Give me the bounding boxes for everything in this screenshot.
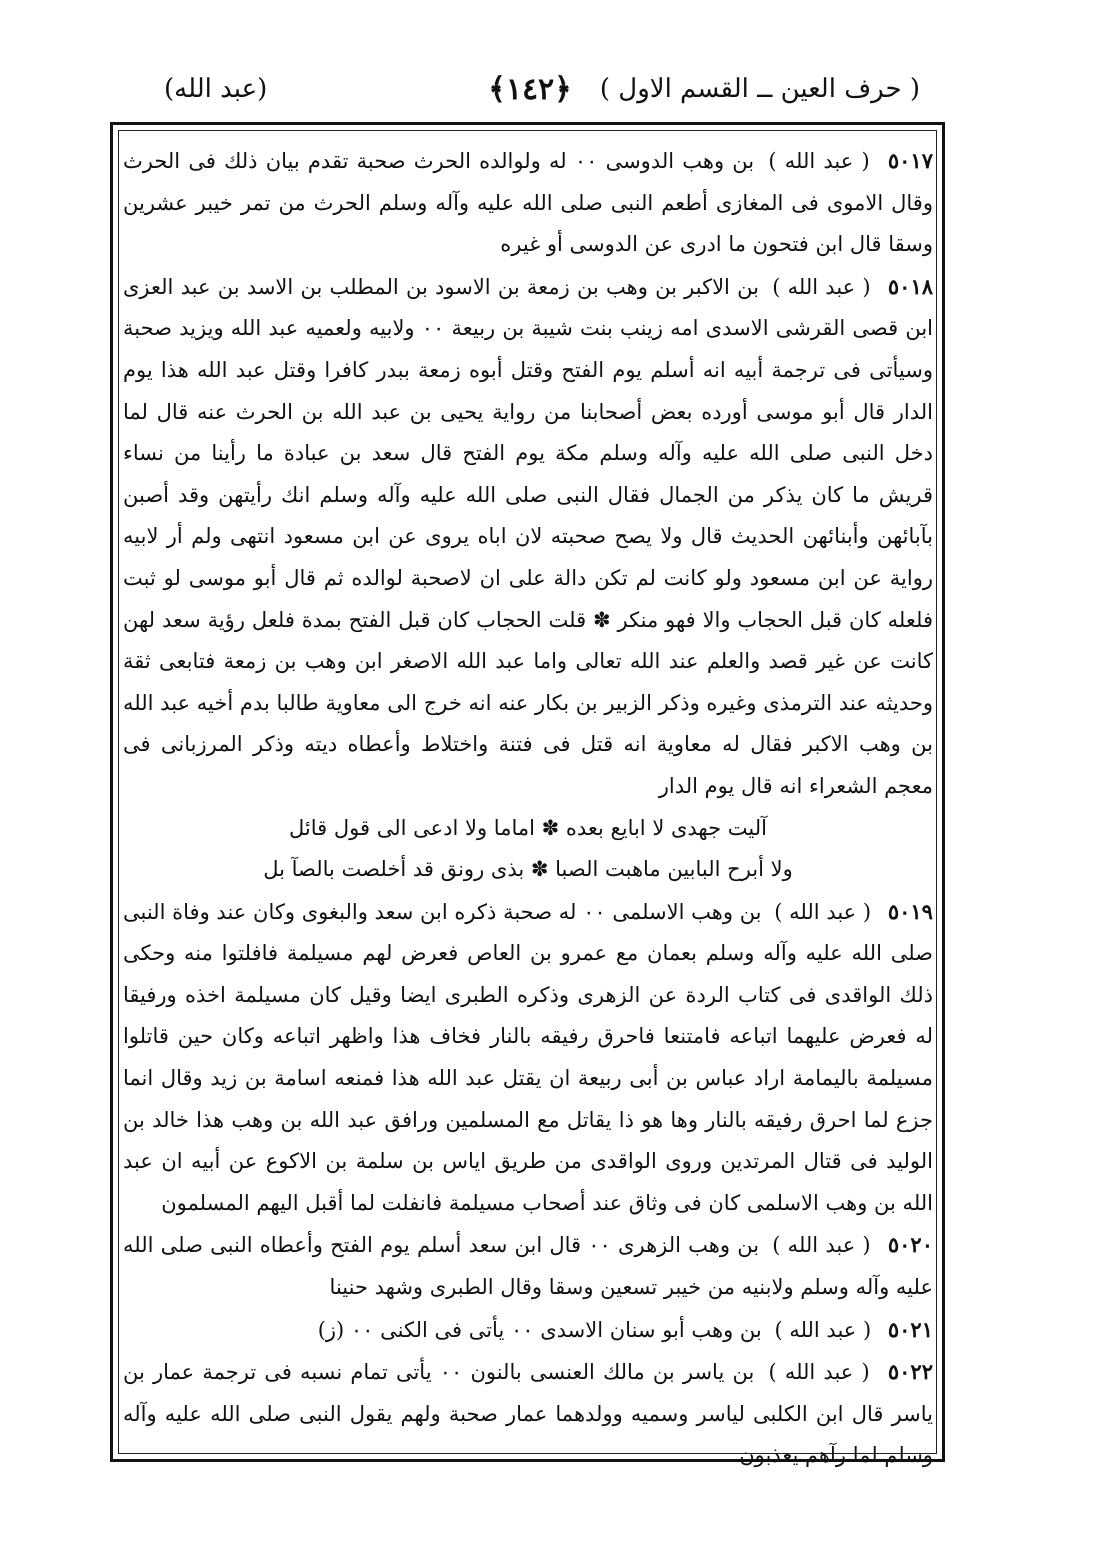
entry-name: ( عبد الله ): [768, 149, 870, 173]
poem-verse-2: ولا أبرح البابين ماهبت الصبا ✽ بذى رونق قد أخلصت بالصآ بل: [263, 857, 793, 882]
entry-5020: [123, 1224, 933, 1308]
entry-name: ( عبد الله ): [774, 1317, 872, 1342]
entry-text: بن وهب أبو سنان الاسدى ٠٠ يأتى فى الكنى ٠٠ (ز): [317, 1317, 762, 1342]
running-head: (عبد الله): [164, 74, 268, 104]
entry-text: بن الاكبر بن وهب بن زمعة بن الاسود بن المطلب بن الاسد بن عبد العزى ابن قصى القرشى الاسدى امه زينب بنت شيبة بن ربيعة ٠٠ ولابيه ولعميه عبد الله ويزيد صحبة وسيأتى فى ترجمة أبيه انه أسلم يوم الفتح وقتل أبوه زمعة ببدر كافرا وقتل عبد الله هذا يوم الدار قال أبو موسى أورده بعض أصحابنا من رواية يحيى بن عبد الله بن الحرث عنه قال لما دخل النبى صلى الله عليه وآله وسلم مكة يوم الفتح قال سعد بن عبادة ما رأينا من نساء قريش ما كان يذكر من الجمال فقال النبى صلى الله عليه وآله وسلم انك رأيتهن وقد أصبن بآبائهن وأبنائهن الحديث قال ولا يصح صحبته لان اباه يروى عن ابن مسعود انتهى ولم أر لابيه رواية عن ابن مسعود ولو كانت لم تكن دالة على ان لاصحبة لوالده ثم قال أبو موسى لو ثبت فلعله كان قبل الحجاب والا فهو منكر ✽ قلت الحجاب كان قبل الفتح بمدة فلعل رؤية سعد لهن كانت عن غير قصد والعلم عند الله تعالى واما عبد الله الاصغر ابن وهب بن زمعة فتابعى ثقة وحديثه عند الترمذى وغيره وذكر الزبير بن بكار عنه انه خرج الى معاوية طالبا بدم أخيه عبد الله بن وهب الاكبر فقال له معاوية انه قتل فى فتنة واختلاط وأعطاه ديته وذكر المرزبانى فى معجم الشعراء انه قال يوم الدار: [123, 274, 933, 798]
entry-number: ٥٠١٩: [887, 898, 933, 924]
page-body: [123, 140, 933, 1477]
poem-verse-1: آليت جهدى لا ابايع بعده ✽ اماما ولا ادعى الى قول قائل: [289, 815, 767, 840]
entry-5021: [123, 1309, 933, 1352]
entry-text: بن ياسر بن مالك العنسى بالنون ٠٠ يأتى تمام نسبه فى ترجمة عمار بن ياسر قال ابن الكلبى لياسر وسميه وولدهما عمار صحبة ولهم يقول النبى صلى الله عليه وآله وسلم لما رآهم يعذبون: [123, 1360, 933, 1468]
poem: [123, 808, 933, 891]
entry-5022: [123, 1351, 933, 1477]
entry-text: بن وهب الاسلمى ٠٠ له صحبة ذكره ابن سعد والبغوى وكان عند وفاة النبى صلى الله عليه وآله وسلم بعمان مع عمرو بن العاص فعرض لهم مسيلمة فافلتوا منه وحكى ذلك الواقدى فى كتاب الردة عن الزهرى وذكره الطبرى ايضا وقيل كان مسيلمة اخذه ورفيقا له فعرض عليهما اتباعه فامتنعا فاحرق رفيقه بالنار فخاف هذا واظهر اتباعه وكان حين قاتلوا مسيلمة باليمامة اراد عباس بن أبى ربيعة ان يقتل عبد الله هذا فمنعه اسامة بن زيد وقال انما جزع لما احرق رفيقه بالنار وها هو ذا يقاتل مع المسلمين ورافق عبد الله بن وهب هذا خالد بن الوليد فى قتال المرتدين وروى الواقدى من طريق اياس بن سلمة بن الاكوع عن أبيه ان عبد الله بن وهب الاسلمى كان فى وثاق عند أصحاب مسيلمة فانفلت لما أقبل اليهم المسلمون: [123, 899, 933, 1215]
entry-number: ٥٠٢٢: [887, 1359, 933, 1385]
entry-number: ٥٠٢٠: [887, 1232, 933, 1258]
section-heading: ( حرف العين ــ القسم الاول ): [599, 74, 920, 104]
entry-number: ٥٠٢١: [887, 1316, 933, 1342]
entry-5019: [123, 891, 933, 1225]
entry-5018: [123, 266, 933, 808]
entry-text: بن وهب الدوسى ٠٠ له ولوالده الحرث صحبة تقدم بيان ذلك فى الحرث وقال الاموى فى المغازى أطعم النبى صلى الله عليه وآله وسلم الحرث من تمر خيبر عشرين وسقا قال ابن فتحون ما ادرى عن الدوسى أو غيره: [123, 149, 933, 257]
page-header: [150, 68, 920, 120]
page-number: ﴿١٤٢﴾: [488, 72, 572, 107]
entry-name: ( عبد الله ): [768, 1360, 870, 1385]
entry-number: ٥٠١٨: [887, 273, 934, 299]
entry-5017: [123, 140, 933, 266]
entry-name: ( عبد الله ): [772, 274, 871, 299]
entry-number: ٥٠١٧: [887, 148, 933, 173]
entry-text: بن وهب الزهرى ٠٠ قال ابن سعد أسلم يوم الفتح وأعطاه النبى صلى الله عليه وآله وسلم ولابنيه من خيبر تسعين وسقا وقال الطبرى وشهد حنينا: [123, 1233, 933, 1300]
entry-name: ( عبد الله ): [772, 1233, 871, 1258]
entry-name: ( عبد الله ): [774, 899, 872, 924]
